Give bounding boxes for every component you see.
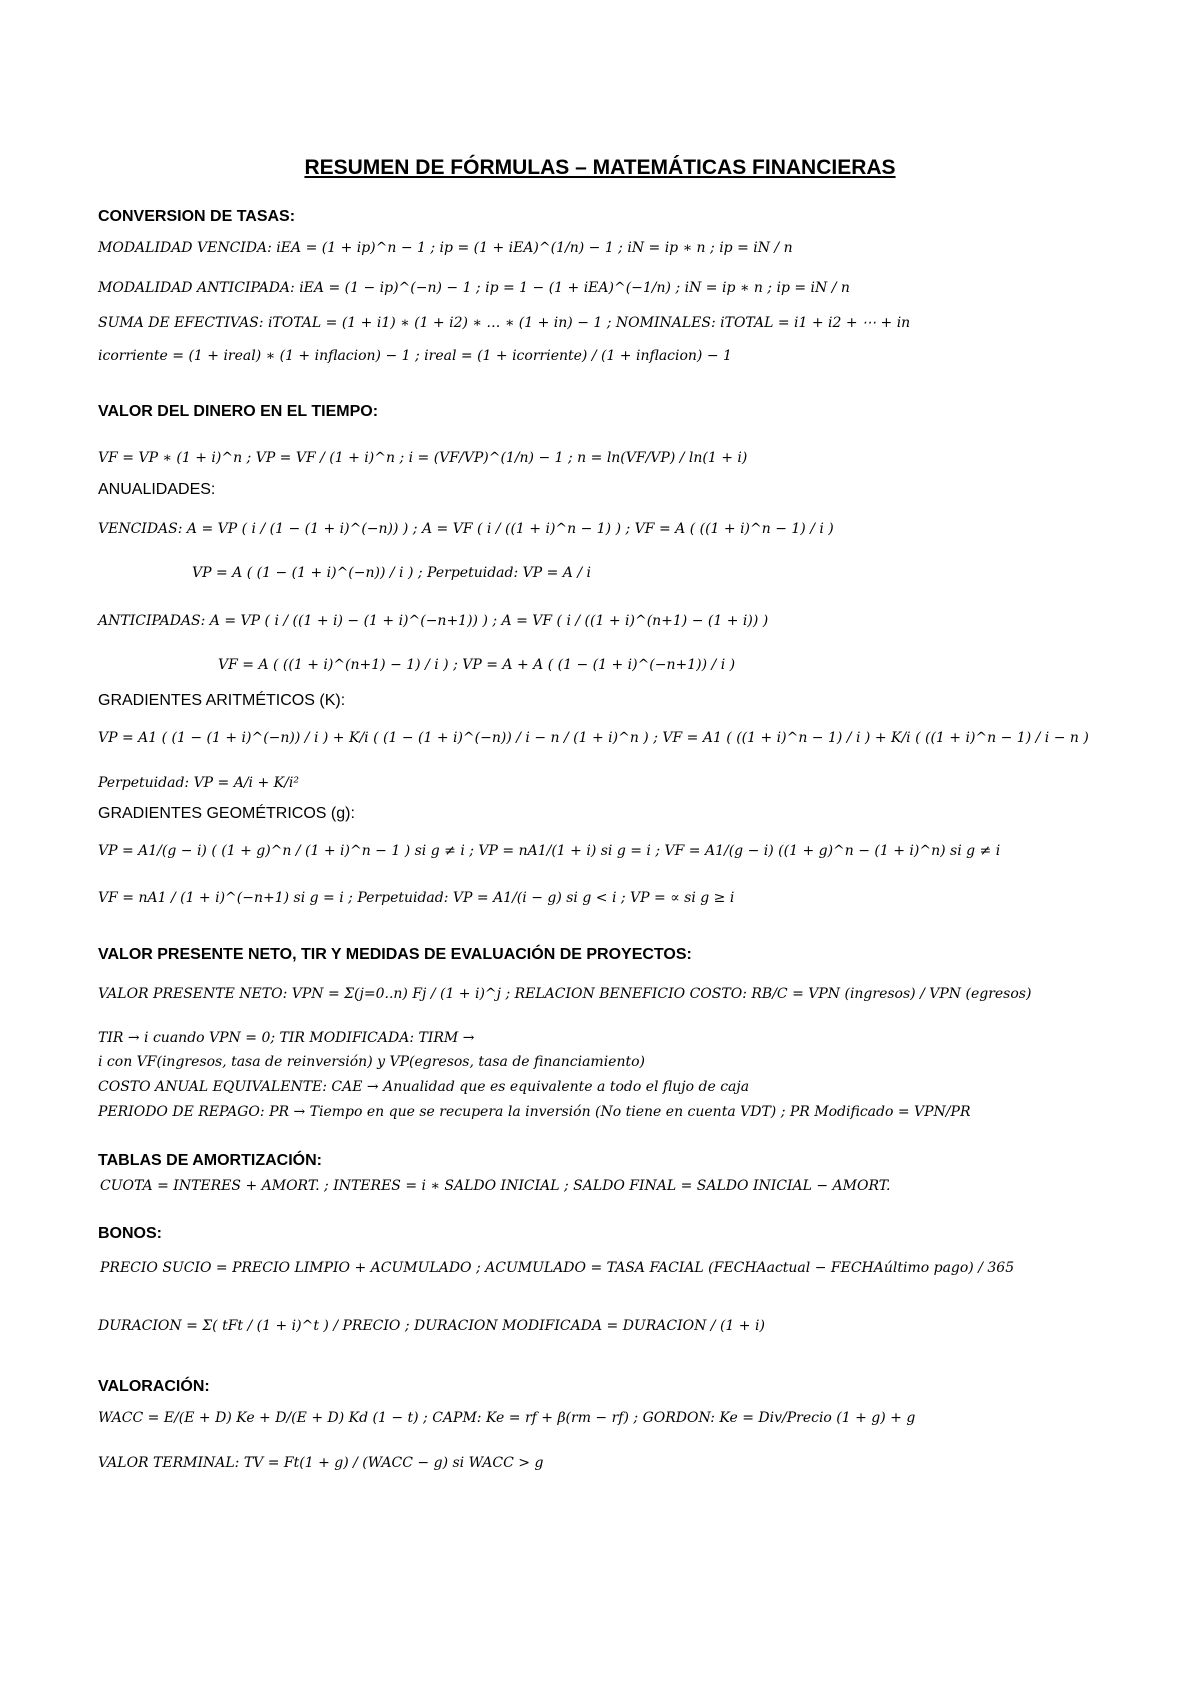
formula-line: VALOR PRESENTE NETO: VPN = Σ(j=0..n) Fj / (1 + i)^j ; RELACION BENEFICIO COSTO: RB/C = VPN (ingresos) / VPN (egresos) bbox=[98, 986, 1032, 1002]
formula-line: i con VF(ingresos, tasa de reinversión) y VP(egresos, tasa de financiamiento) bbox=[98, 1054, 645, 1070]
formula-line: SUMA DE EFECTIVAS: iTOTAL = (1 + i1) ∗ (1 + i2) ∗ … ∗ (1 + in) − 1 ; NOMINALES: iTOTAL = i1 + i2 + ⋯ + in bbox=[98, 315, 911, 331]
formula-line: VF = VP ∗ (1 + i)^n ; VP = VF / (1 + i)^n ; i = (VF/VP)^(1/n) − 1 ; n = ln(VF/VP) / ln(1 + i) bbox=[98, 450, 748, 466]
formula-line: CUOTA = INTERES + AMORT. ; INTERES = i ∗ SALDO INICIAL ; SALDO FINAL = SALDO INICIAL − AMORT. bbox=[100, 1178, 891, 1194]
formula-line: VALOR TERMINAL: TV = Ft(1 + g) / (WACC − g) si WACC > g bbox=[98, 1455, 544, 1471]
formula-line: ANTICIPADAS: A = VP ( i / ((1 + i) − (1 + i)^(−n+1)) ) ; A = VF ( i / ((1 + i)^(n+1) − (1 + i)) ) bbox=[98, 613, 769, 629]
formula-line: DURACION = Σ( tFt / (1 + i)^t ) / PRECIO ; DURACION MODIFICADA = DURACION / (1 + i) bbox=[98, 1318, 765, 1334]
heading-valoracion: VALORACIÓN: bbox=[98, 1378, 210, 1395]
page-title: RESUMEN DE FÓRMULAS – MATEMÁTICAS FINANCIERAS bbox=[304, 156, 896, 179]
heading-amortizacion: TABLAS DE AMORTIZACIÓN: bbox=[98, 1152, 322, 1169]
formula-line: Perpetuidad: VP = A/i + K/i² bbox=[98, 775, 299, 791]
heading-conversion: CONVERSION DE TASAS: bbox=[98, 208, 296, 225]
formula-line: icorriente = (1 + ireal) ∗ (1 + inflacion) − 1 ; ireal = (1 + icorriente) / (1 + inflacion) − 1 bbox=[98, 348, 732, 364]
formula-line: MODALIDAD ANTICIPADA: iEA = (1 − ip)^(−n) − 1 ; ip = 1 − (1 + iEA)^(−1/n) ; iN = ip ∗ n ; ip = iN / n bbox=[98, 280, 850, 296]
formula-line: MODALIDAD VENCIDA: iEA = (1 + ip)^n − 1 ; ip = (1 + iEA)^(1/n) − 1 ; iN = ip ∗ n ; ip = iN / n bbox=[98, 240, 793, 256]
formula-line: WACC = E/(E + D) Ke + D/(E + D) Kd (1 − t) ; CAPM: Ke = rf + β(rm − rf) ; GORDON: Ke = Div/Precio (1 + g) + g bbox=[98, 1410, 916, 1426]
formula-line: VP = A1/(g − i) ( (1 + g)^n / (1 + i)^n − 1 ) si g ≠ i ; VP = nA1/(1 + i) si g = i ; VF = A1/(g − i) ((1 + g)^n − (1 + i)^n) si g ≠ i bbox=[98, 843, 1001, 859]
heading-bonos: BONOS: bbox=[98, 1225, 162, 1242]
formula-line: VP = A ( (1 − (1 + i)^(−n)) / i ) ; Perpetuidad: VP = A / i bbox=[192, 565, 591, 581]
formula-line: VENCIDAS: A = VP ( i / (1 − (1 + i)^(−n)) ) ; A = VF ( i / ((1 + i)^n − 1) ) ; VF = A ( ((1 + i)^n − 1) / i ) bbox=[98, 521, 834, 537]
heading-vpn: VALOR PRESENTE NETO, TIR Y MEDIDAS DE EVALUACIÓN DE PROYECTOS: bbox=[98, 946, 692, 963]
formula-line: VF = nA1 / (1 + i)^(−n+1) si g = i ; Perpetuidad: VP = A1/(i − g) si g < i ; VP = ∝ si g ≥ i bbox=[98, 890, 735, 906]
formula-line: PERIODO DE REPAGO: PR → Tiempo en que se recupera la inversión (No tiene en cuenta VDT) ; PR Modificado = VPN/PR bbox=[98, 1104, 971, 1120]
formula-line: COSTO ANUAL EQUIVALENTE: CAE → Anualidad que es equivalente a todo el flujo de caja bbox=[98, 1079, 750, 1095]
heading-anualidades: ANUALIDADES: bbox=[98, 481, 216, 498]
formula-line: VF = A ( ((1 + i)^(n+1) − 1) / i ) ; VP = A + A ( (1 − (1 + i)^(−n+1)) / i ) bbox=[218, 657, 736, 673]
heading-grad-arit: GRADIENTES ARITMÉTICOS (K): bbox=[98, 692, 346, 709]
formula-line: PRECIO SUCIO = PRECIO LIMPIO + ACUMULADO ; ACUMULADO = TASA FACIAL (FECHAactual − FECHAúltimo pago) / 365 bbox=[100, 1260, 1015, 1276]
formula-line: TIR → i cuando VPN = 0; TIR MODIFICADA: TIRM → bbox=[98, 1030, 475, 1046]
heading-grad-geom: GRADIENTES GEOMÉTRICOS (g): bbox=[98, 805, 355, 822]
formula-line: VP = A1 ( (1 − (1 + i)^(−n)) / i ) + K/i ( (1 − (1 + i)^(−n)) / i − n / (1 + i)^n ) ; VF = A1 ( ((1 + i)^n − 1) / i ) + K/i ( ((1 + i)^n − 1) / i − n ) bbox=[98, 730, 1089, 746]
heading-valor-dinero: VALOR DEL DINERO EN EL TIEMPO: bbox=[98, 403, 379, 420]
